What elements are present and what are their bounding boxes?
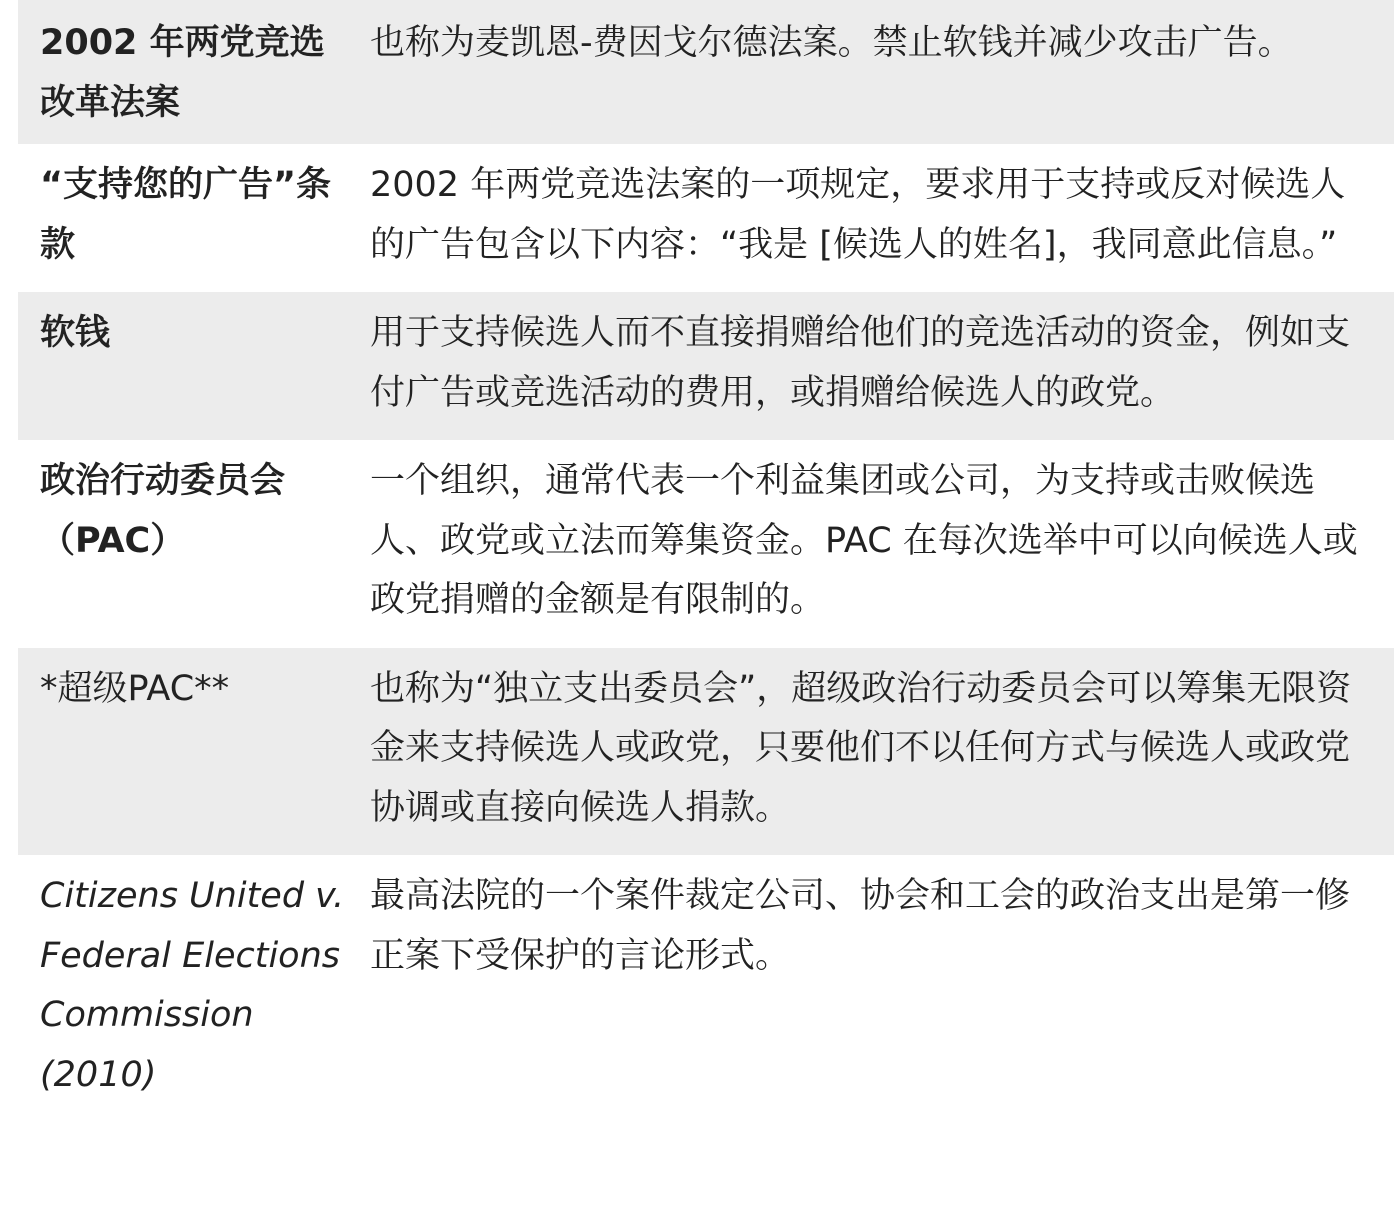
definition-text: 最高法院的一个案件裁定公司、协会和工会的政治支出是第一修正案下受保护的言论形式。 — [370, 876, 1351, 976]
term-label: “支持您的广告”条款 — [40, 165, 332, 265]
glossary-row — [18, 0, 1394, 144]
definition-text: 一个组织，通常代表一个利益集团或公司，为支持或击败候选人、政党或立法而筹集资金。PAC 在每次选举中可以向候选人或政党捐赠的金额是有限制的。 — [370, 461, 1358, 620]
definition-cell — [368, 648, 1394, 856]
definition-text: 用于支持候选人而不直接捐赠给他们的竞选活动的资金，例如支付广告或竞选活动的费用，或捐赠给候选人的政党。 — [370, 313, 1351, 413]
definition-cell — [368, 440, 1394, 648]
term-label: Citizens United v. Federal Elections Commission (2010) — [40, 876, 345, 1095]
term-label: *超级PAC** — [40, 668, 230, 709]
glossary-row — [18, 855, 1394, 1115]
glossary-row — [18, 440, 1394, 648]
term-cell — [18, 440, 368, 648]
definition-text: 也称为麦凯恩-费因戈尔德法案。禁止软钱并减少攻击广告。 — [370, 23, 1293, 63]
glossary-row — [18, 144, 1394, 292]
definition-cell — [368, 0, 1394, 144]
glossary-row — [18, 292, 1394, 440]
glossary-table — [18, 0, 1394, 1115]
term-cell — [18, 0, 368, 144]
definition-cell — [368, 292, 1394, 440]
term-cell — [18, 855, 368, 1115]
term-label: 政治行动委员会（PAC） — [40, 461, 286, 561]
definition-text: 2002 年两党竞选法案的一项规定，要求用于支持或反对候选人的广告包含以下内容：“我是 [候选人的姓名]，我同意此信息。” — [370, 165, 1346, 265]
term-label: 2002 年两党竞选改革法案 — [40, 23, 325, 123]
term-cell — [18, 144, 368, 292]
definition-text: 也称为“独立支出委员会”，超级政治行动委员会可以筹集无限资金来支持候选人或政党，只要他们不以任何方式与候选人或政党协调或直接向候选人捐款。 — [370, 668, 1352, 828]
definition-cell — [368, 855, 1394, 1115]
definition-cell — [368, 144, 1394, 292]
term-cell — [18, 648, 368, 856]
term-cell — [18, 292, 368, 440]
term-label: 软钱 — [40, 313, 111, 353]
glossary-row — [18, 648, 1394, 856]
